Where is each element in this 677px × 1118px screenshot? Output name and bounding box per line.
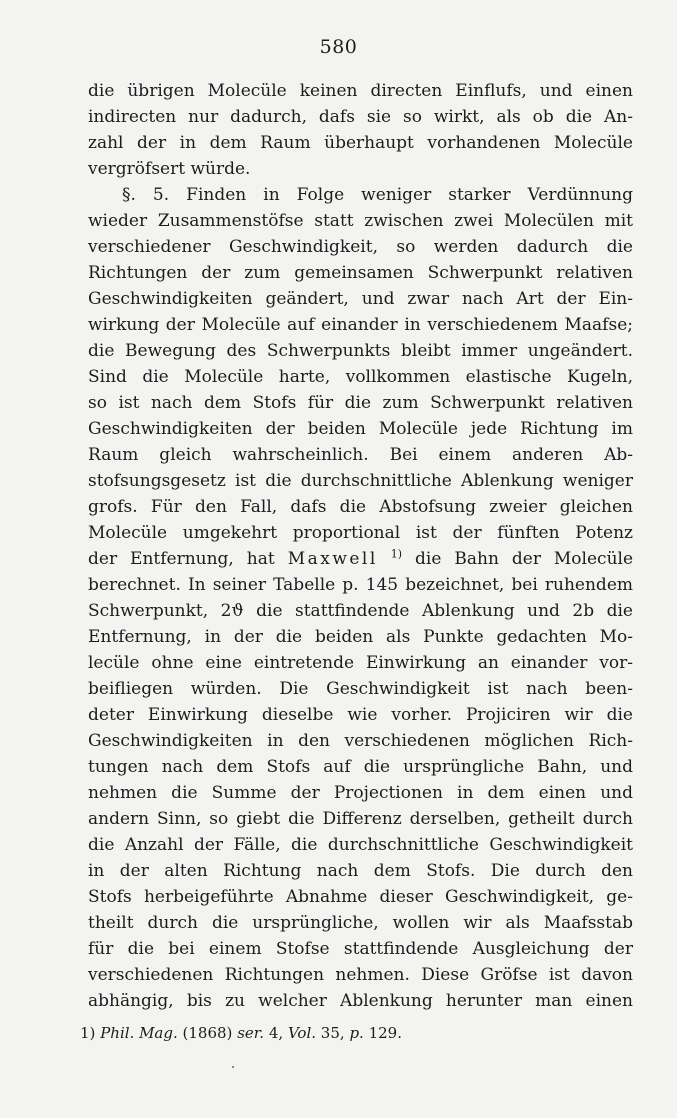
text-line: zahl der in dem Raum überhaupt vorhandenen Molecüle: [88, 133, 633, 153]
text-line: Geschwindigkeiten der beiden Molecüle jede Richtung im: [88, 419, 633, 439]
footnote-series-label: ser.: [237, 1024, 265, 1042]
author-name: Maxwell: [287, 549, 378, 569]
text-line: Raum gleich wahrscheinlich. Bei einem anderen Ab-: [88, 445, 633, 465]
text-line: lecüle ohne eine eintretende Einwirkung an einander vor-: [88, 653, 633, 673]
footnote-volume: 35,: [320, 1024, 345, 1042]
footnote-page: 129.: [368, 1024, 402, 1042]
footnote-volume-label: Vol.: [287, 1024, 317, 1042]
footnote-series: 4,: [268, 1024, 284, 1042]
text-line: indirecten nur dadurch, dafs sie so wirkt, als ob die An-: [88, 107, 633, 127]
text-line: Richtungen der zum gemeinsamen Schwerpunkt relativen: [88, 263, 633, 283]
footnote-page-label: p.: [349, 1024, 364, 1042]
footnote: [80, 1022, 402, 1044]
text-line: die Bewegung des Schwerpunkts bleibt immer ungeändert.: [88, 341, 633, 361]
text-line: Entfernung, in der die beiden als Punkte gedachten Mo-: [88, 627, 633, 647]
text-line: beifliegen würden. Die Geschwindigkeit ist nach been-: [88, 679, 633, 699]
text-line: Schwerpunkt, 2ϑ die stattfindende Ablenkung und 2b die: [88, 601, 633, 621]
text-line: verschiedener Geschwindigkeit, so werden dadurch die: [88, 237, 633, 257]
text-line: grofs. Für den Fall, dafs die Abstofsung zweier gleichen: [88, 497, 633, 517]
text-line: die übrigen Molecüle keinen directen Einflufs, und einen: [88, 81, 633, 101]
text-line: Geschwindigkeiten geändert, und zwar nach Art der Ein-: [88, 289, 633, 309]
text-line: für die bei einem Stofse stattfindende Ausgleichung der: [88, 939, 633, 959]
text-line: die Anzahl der Fälle, die durchschnittliche Geschwindigkeit: [88, 835, 633, 855]
footnote-marker: 1): [80, 1024, 96, 1042]
footnote-reference: 1): [390, 547, 403, 561]
text-line: Geschwindigkeiten in den verschiedenen möglichen Rich-: [88, 731, 633, 751]
body-text: [88, 78, 633, 1014]
text-line: berechnet. In seiner Tabelle p. 145 bezeichnet, bei ruhendem: [88, 575, 633, 595]
text-line-maxwell: [88, 546, 633, 572]
paper-speck: [232, 1066, 234, 1068]
page-number: 580: [319, 36, 358, 58]
text-line: theilt durch die ursprüngliche, wollen wir als Maafsstab: [88, 913, 633, 933]
text-line: andern Sinn, so giebt die Differenz derselben, getheilt durch: [88, 809, 633, 829]
text-line: verschiedenen Richtungen nehmen. Diese Gröfse ist davon: [88, 965, 633, 985]
text-line: nehmen die Summe der Projectionen in dem einen und: [88, 783, 633, 803]
text-line: deter Einwirkung dieselbe wie vorher. Projiciren wir die: [88, 705, 633, 725]
text-line: stofsungsgesetz ist die durchschnittliche Ablenkung weniger: [88, 471, 633, 491]
text-line: abhängig, bis zu welcher Ablenkung herunter man einen: [88, 991, 633, 1011]
text-line: Sind die Molecüle harte, vollkommen elastische Kugeln,: [88, 367, 633, 387]
text-line: Molecüle umgekehrt proportional ist der fünften Potenz: [88, 523, 633, 543]
footnote-journal: Phil. Mag.: [100, 1024, 178, 1042]
text-line: vergröfsert würde.: [88, 159, 251, 179]
text-fragment: der Entfernung, hat: [88, 549, 288, 569]
text-line: in der alten Richtung nach dem Stofs. Die durch den: [88, 861, 633, 881]
text-line: wirkung der Molecüle auf einander in verschiedenem Maafse;: [88, 315, 633, 335]
text-line: Stofs herbeigeführte Abnahme dieser Geschwindigkeit, ge-: [88, 887, 633, 907]
text-line: so ist nach dem Stofs für die zum Schwerpunkt relativen: [88, 393, 633, 413]
text-line: tungen nach dem Stofs auf die ursprüngliche Bahn, und: [88, 757, 633, 777]
text-fragment: die Bahn der Molecüle: [402, 549, 633, 569]
footnote-year: (1868): [182, 1024, 233, 1042]
section-heading-line: §. 5. Finden in Folge weniger starker Verdünnung: [122, 185, 633, 205]
text-line: wieder Zusammenstöfse statt zwischen zwei Molecülen mit: [88, 211, 633, 231]
